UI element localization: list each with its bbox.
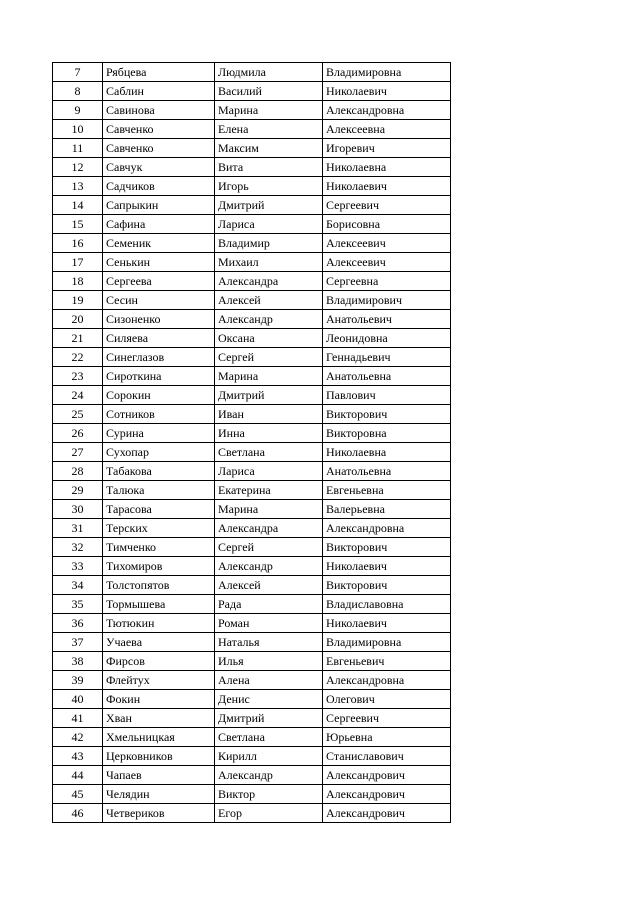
row-number-cell: 26 xyxy=(53,424,103,443)
patronymic-cell: Александровна xyxy=(323,671,451,690)
row-number-cell: 22 xyxy=(53,348,103,367)
last-name-cell: Сироткина xyxy=(103,367,215,386)
first-name-cell: Светлана xyxy=(215,443,323,462)
patronymic-cell: Владимировна xyxy=(323,63,451,82)
row-number-cell: 39 xyxy=(53,671,103,690)
patronymic-cell: Геннадьевич xyxy=(323,348,451,367)
table-row xyxy=(53,500,451,519)
row-number-cell: 38 xyxy=(53,652,103,671)
first-name-cell: Иван xyxy=(215,405,323,424)
last-name-cell: Флейтух xyxy=(103,671,215,690)
table-row xyxy=(53,690,451,709)
table-row xyxy=(53,785,451,804)
table-row xyxy=(53,101,451,120)
patronymic-cell: Станиславович xyxy=(323,747,451,766)
last-name-cell: Савченко xyxy=(103,120,215,139)
table-row xyxy=(53,728,451,747)
last-name-cell: Сесин xyxy=(103,291,215,310)
table-row xyxy=(53,386,451,405)
patronymic-cell: Алексеевич xyxy=(323,253,451,272)
last-name-cell: Сергеева xyxy=(103,272,215,291)
first-name-cell: Сергей xyxy=(215,538,323,557)
patronymic-cell: Борисовна xyxy=(323,215,451,234)
row-number-cell: 17 xyxy=(53,253,103,272)
row-number-cell: 44 xyxy=(53,766,103,785)
patronymic-cell: Викторовна xyxy=(323,424,451,443)
row-number-cell: 43 xyxy=(53,747,103,766)
row-number-cell: 16 xyxy=(53,234,103,253)
patronymic-cell: Олегович xyxy=(323,690,451,709)
last-name-cell: Сафина xyxy=(103,215,215,234)
last-name-cell: Терских xyxy=(103,519,215,538)
last-name-cell: Савчук xyxy=(103,158,215,177)
last-name-cell: Сотников xyxy=(103,405,215,424)
table-row xyxy=(53,462,451,481)
patronymic-cell: Александрович xyxy=(323,766,451,785)
patronymic-cell: Викторович xyxy=(323,538,451,557)
row-number-cell: 18 xyxy=(53,272,103,291)
table-row xyxy=(53,272,451,291)
first-name-cell: Игорь xyxy=(215,177,323,196)
row-number-cell: 13 xyxy=(53,177,103,196)
first-name-cell: Дмитрий xyxy=(215,386,323,405)
row-number-cell: 11 xyxy=(53,139,103,158)
last-name-cell: Тютюкин xyxy=(103,614,215,633)
table-row xyxy=(53,614,451,633)
first-name-cell: Елена xyxy=(215,120,323,139)
table-row xyxy=(53,158,451,177)
first-name-cell: Вита xyxy=(215,158,323,177)
patronymic-cell: Викторович xyxy=(323,405,451,424)
patronymic-cell: Николаевич xyxy=(323,614,451,633)
last-name-cell: Савинова xyxy=(103,101,215,120)
row-number-cell: 28 xyxy=(53,462,103,481)
table-row xyxy=(53,310,451,329)
first-name-cell: Марина xyxy=(215,367,323,386)
last-name-cell: Сурина xyxy=(103,424,215,443)
first-name-cell: Наталья xyxy=(215,633,323,652)
table-row xyxy=(53,196,451,215)
row-number-cell: 36 xyxy=(53,614,103,633)
first-name-cell: Илья xyxy=(215,652,323,671)
first-name-cell: Сергей xyxy=(215,348,323,367)
row-number-cell: 29 xyxy=(53,481,103,500)
last-name-cell: Сенькин xyxy=(103,253,215,272)
row-number-cell: 15 xyxy=(53,215,103,234)
last-name-cell: Церковников xyxy=(103,747,215,766)
patronymic-cell: Алексеевна xyxy=(323,120,451,139)
table-row xyxy=(53,82,451,101)
first-name-cell: Егор xyxy=(215,804,323,823)
last-name-cell: Хмельницкая xyxy=(103,728,215,747)
table-row xyxy=(53,139,451,158)
first-name-cell: Алексей xyxy=(215,576,323,595)
patronymic-cell: Леонидовна xyxy=(323,329,451,348)
patronymic-cell: Сергеевна xyxy=(323,272,451,291)
patronymic-cell: Владимирович xyxy=(323,291,451,310)
first-name-cell: Марина xyxy=(215,500,323,519)
table-row xyxy=(53,804,451,823)
table-row xyxy=(53,405,451,424)
last-name-cell: Силяева xyxy=(103,329,215,348)
row-number-cell: 30 xyxy=(53,500,103,519)
first-name-cell: Дмитрий xyxy=(215,196,323,215)
first-name-cell: Василий xyxy=(215,82,323,101)
row-number-cell: 25 xyxy=(53,405,103,424)
last-name-cell: Учаева xyxy=(103,633,215,652)
last-name-cell: Тарасова xyxy=(103,500,215,519)
row-number-cell: 19 xyxy=(53,291,103,310)
first-name-cell: Лариса xyxy=(215,462,323,481)
last-name-cell: Талюка xyxy=(103,481,215,500)
patronymic-cell: Александрович xyxy=(323,804,451,823)
row-number-cell: 23 xyxy=(53,367,103,386)
row-number-cell: 32 xyxy=(53,538,103,557)
table-row xyxy=(53,747,451,766)
table-row xyxy=(53,291,451,310)
table-row xyxy=(53,253,451,272)
last-name-cell: Сухопар xyxy=(103,443,215,462)
table-row xyxy=(53,367,451,386)
first-name-cell: Владимир xyxy=(215,234,323,253)
first-name-cell: Светлана xyxy=(215,728,323,747)
first-name-cell: Роман xyxy=(215,614,323,633)
first-name-cell: Рада xyxy=(215,595,323,614)
last-name-cell: Тормышева xyxy=(103,595,215,614)
table-row xyxy=(53,348,451,367)
row-number-cell: 37 xyxy=(53,633,103,652)
patronymic-cell: Николаевич xyxy=(323,557,451,576)
patronymic-cell: Павлович xyxy=(323,386,451,405)
first-name-cell: Александра xyxy=(215,272,323,291)
first-name-cell: Алена xyxy=(215,671,323,690)
first-name-cell: Александр xyxy=(215,766,323,785)
last-name-cell: Фокин xyxy=(103,690,215,709)
table-row xyxy=(53,443,451,462)
last-name-cell: Четвериков xyxy=(103,804,215,823)
table-row xyxy=(53,709,451,728)
table-row xyxy=(53,329,451,348)
table-row xyxy=(53,538,451,557)
row-number-cell: 8 xyxy=(53,82,103,101)
name-list-body xyxy=(53,63,451,823)
table-row xyxy=(53,652,451,671)
row-number-cell: 7 xyxy=(53,63,103,82)
row-number-cell: 10 xyxy=(53,120,103,139)
table-row xyxy=(53,595,451,614)
table-row xyxy=(53,519,451,538)
first-name-cell: Екатерина xyxy=(215,481,323,500)
row-number-cell: 9 xyxy=(53,101,103,120)
table-row xyxy=(53,557,451,576)
last-name-cell: Сизоненко xyxy=(103,310,215,329)
patronymic-cell: Владиславовна xyxy=(323,595,451,614)
row-number-cell: 34 xyxy=(53,576,103,595)
patronymic-cell: Анатольевна xyxy=(323,367,451,386)
patronymic-cell: Николаевич xyxy=(323,82,451,101)
row-number-cell: 21 xyxy=(53,329,103,348)
first-name-cell: Виктор xyxy=(215,785,323,804)
table-row xyxy=(53,120,451,139)
table-row xyxy=(53,481,451,500)
first-name-cell: Александр xyxy=(215,557,323,576)
last-name-cell: Чапаев xyxy=(103,766,215,785)
row-number-cell: 33 xyxy=(53,557,103,576)
patronymic-cell: Александрович xyxy=(323,785,451,804)
last-name-cell: Сорокин xyxy=(103,386,215,405)
row-number-cell: 12 xyxy=(53,158,103,177)
patronymic-cell: Игоревич xyxy=(323,139,451,158)
last-name-cell: Сапрыкин xyxy=(103,196,215,215)
last-name-cell: Челядин xyxy=(103,785,215,804)
last-name-cell: Табакова xyxy=(103,462,215,481)
first-name-cell: Максим xyxy=(215,139,323,158)
last-name-cell: Савченко xyxy=(103,139,215,158)
name-list-table xyxy=(52,62,451,823)
table-row xyxy=(53,234,451,253)
first-name-cell: Денис xyxy=(215,690,323,709)
row-number-cell: 42 xyxy=(53,728,103,747)
patronymic-cell: Евгеньевич xyxy=(323,652,451,671)
patronymic-cell: Анатольевна xyxy=(323,462,451,481)
last-name-cell: Рябцева xyxy=(103,63,215,82)
table-row xyxy=(53,215,451,234)
table-row xyxy=(53,671,451,690)
row-number-cell: 24 xyxy=(53,386,103,405)
first-name-cell: Оксана xyxy=(215,329,323,348)
patronymic-cell: Сергеевич xyxy=(323,196,451,215)
row-number-cell: 40 xyxy=(53,690,103,709)
patronymic-cell: Николаевна xyxy=(323,443,451,462)
table-row xyxy=(53,633,451,652)
patronymic-cell: Валерьевна xyxy=(323,500,451,519)
first-name-cell: Дмитрий xyxy=(215,709,323,728)
first-name-cell: Михаил xyxy=(215,253,323,272)
table-row xyxy=(53,177,451,196)
row-number-cell: 27 xyxy=(53,443,103,462)
last-name-cell: Садчиков xyxy=(103,177,215,196)
first-name-cell: Инна xyxy=(215,424,323,443)
first-name-cell: Александра xyxy=(215,519,323,538)
last-name-cell: Толстопятов xyxy=(103,576,215,595)
last-name-cell: Семеник xyxy=(103,234,215,253)
patronymic-cell: Юрьевна xyxy=(323,728,451,747)
first-name-cell: Кирилл xyxy=(215,747,323,766)
patronymic-cell: Анатольевич xyxy=(323,310,451,329)
last-name-cell: Синеглазов xyxy=(103,348,215,367)
row-number-cell: 20 xyxy=(53,310,103,329)
row-number-cell: 35 xyxy=(53,595,103,614)
table-row xyxy=(53,63,451,82)
row-number-cell: 31 xyxy=(53,519,103,538)
patronymic-cell: Николаевна xyxy=(323,158,451,177)
patronymic-cell: Евгеньевна xyxy=(323,481,451,500)
row-number-cell: 46 xyxy=(53,804,103,823)
last-name-cell: Тимченко xyxy=(103,538,215,557)
table-row xyxy=(53,766,451,785)
last-name-cell: Тихомиров xyxy=(103,557,215,576)
last-name-cell: Хван xyxy=(103,709,215,728)
first-name-cell: Людмила xyxy=(215,63,323,82)
patronymic-cell: Алексеевич xyxy=(323,234,451,253)
patronymic-cell: Сергеевич xyxy=(323,709,451,728)
first-name-cell: Александр xyxy=(215,310,323,329)
first-name-cell: Алексей xyxy=(215,291,323,310)
last-name-cell: Фирсов xyxy=(103,652,215,671)
first-name-cell: Лариса xyxy=(215,215,323,234)
row-number-cell: 41 xyxy=(53,709,103,728)
row-number-cell: 14 xyxy=(53,196,103,215)
last-name-cell: Саблин xyxy=(103,82,215,101)
patronymic-cell: Викторович xyxy=(323,576,451,595)
patronymic-cell: Николаевич xyxy=(323,177,451,196)
patronymic-cell: Александровна xyxy=(323,101,451,120)
table-row xyxy=(53,424,451,443)
patronymic-cell: Владимировна xyxy=(323,633,451,652)
patronymic-cell: Александровна xyxy=(323,519,451,538)
table-row xyxy=(53,576,451,595)
row-number-cell: 45 xyxy=(53,785,103,804)
first-name-cell: Марина xyxy=(215,101,323,120)
